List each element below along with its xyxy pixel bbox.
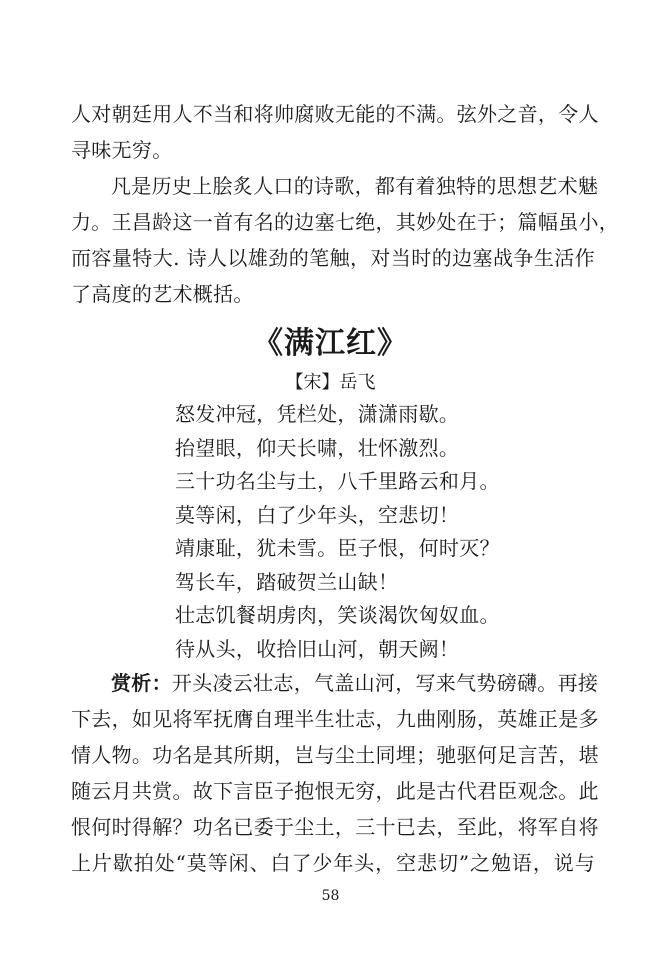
intro-paragraphs — [71, 96, 620, 312]
body-text-line: 了高度的艺术概括。 — [71, 282, 254, 306]
poem-line: 莫等闲，白了少年头，空悲切！ — [175, 502, 460, 527]
appreciation-line: 上片歇拍处“莫等闲、白了少年头，空悲切”之勉语，说与 — [71, 851, 595, 875]
poem-line: 壮志饥餐胡虏肉，笑谈渴饮匈奴血。 — [175, 603, 500, 627]
body-text-line: 寻味无穷。 — [71, 138, 173, 162]
body-text-line: 而容量特大. 诗人以雄劲的笔触，对当时的边塞战争生活作 — [71, 246, 595, 270]
appreciation-text: 开头凌云壮志，气盖山河，写来气势磅礴。再接 — [171, 671, 599, 695]
poem-line: 待从头，收拾旧山河，朝天阙！ — [175, 636, 460, 661]
appreciation-line: 下去，如见将军抚膺自理半生壮志，九曲刚肠，英雄正是多 — [71, 707, 599, 731]
appreciation-section — [71, 665, 599, 881]
body-text-line: 力。王昌龄这一首有名的边塞七绝，其妙处在于；篇幅虽小， — [71, 210, 620, 234]
poem-line: 靖康耻，犹未雪。臣子恨，何时灭？ — [175, 536, 500, 560]
poem-body — [175, 398, 500, 666]
body-text-line: 凡是历史上脍炙人口的诗歌，都有着独特的思想艺术魅 — [111, 174, 599, 198]
appreciation-line: 情人物。功名是其所期，岂与尘土同埋；驰驱何足言苦，堪 — [71, 743, 599, 767]
page-number: 58 — [321, 888, 340, 904]
poem-title: 《满江红》 — [253, 326, 408, 361]
appreciation-line: 恨何时得解？功名已委于尘土，三十已去，至此，将军自将 — [71, 815, 599, 839]
poem-byline: 【宋】岳飞 — [285, 372, 376, 393]
appreciation-line — [71, 665, 599, 701]
appreciation-label: 赏析： — [111, 671, 172, 695]
poem-line: 驾长车，踏破贺兰山缺！ — [175, 569, 399, 594]
poem-line: 三十功名尘与土，八千里路云和月。 — [175, 469, 500, 493]
poem-line: 怒发冲冠，凭栏处，潇潇雨歇。 — [175, 402, 460, 426]
poem-line: 抬望眼，仰天长啸，壮怀激烈。 — [175, 435, 460, 460]
appreciation-line: 随云月共赏。故下言臣子抱恨无穷，此是古代君臣观念。此 — [71, 779, 599, 803]
body-text-line: 人对朝廷用人不当和将帅腐败无能的不满。弦外之音，令人 — [71, 102, 599, 126]
